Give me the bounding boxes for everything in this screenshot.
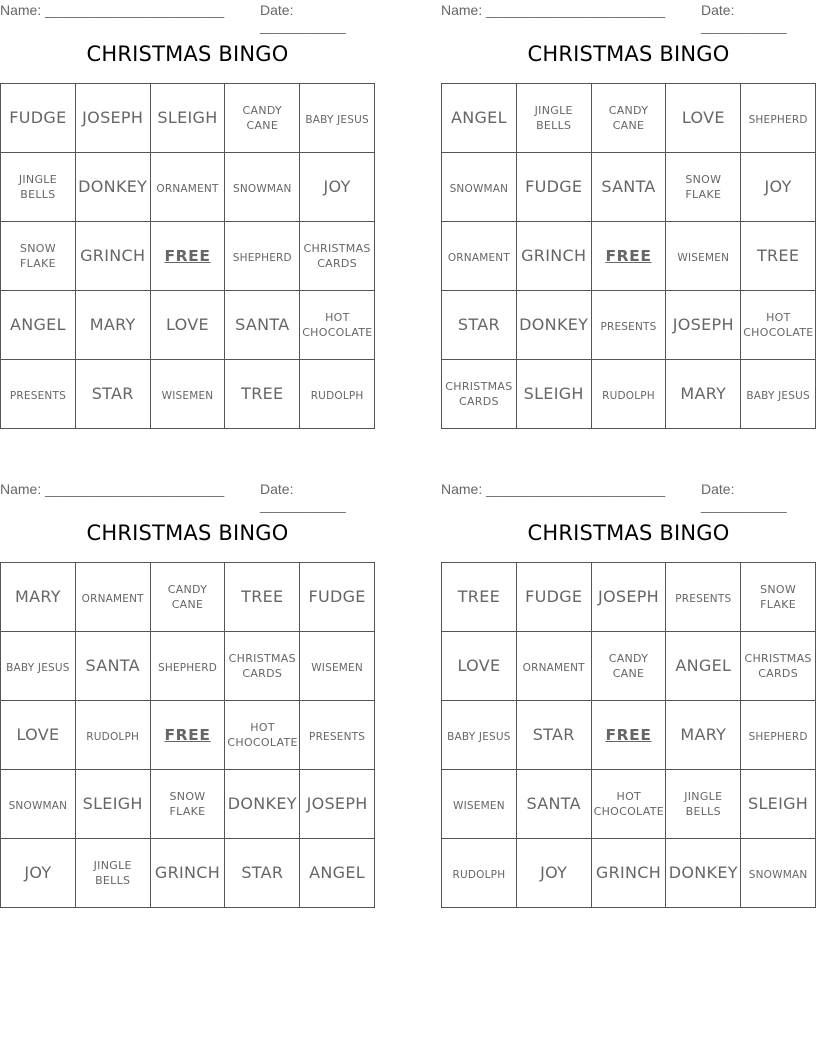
bingo-cell-text: JINGLE BELLS [534, 104, 573, 132]
bingo-row [442, 563, 816, 632]
bingo-cell [442, 701, 517, 770]
bingo-cell [741, 291, 816, 360]
bingo-grid [441, 83, 816, 429]
bingo-row [442, 222, 816, 291]
bingo-cell [150, 153, 225, 222]
bingo-cell [1, 701, 76, 770]
bingo-cell-text: STAR [457, 315, 500, 335]
bingo-cell-text: JOSEPH [597, 587, 660, 607]
bingo-row [1, 84, 375, 153]
bingo-grid [0, 83, 375, 429]
bingo-grid [0, 562, 375, 908]
bingo-cell [225, 701, 300, 770]
bingo-cell [516, 839, 591, 908]
bingo-cell [666, 839, 741, 908]
bingo-cell [225, 291, 300, 360]
bingo-cell-text: TREE [457, 587, 501, 607]
bingo-cell-text: SNOWMAN [8, 800, 68, 813]
bingo-cell-text: ANGEL [675, 656, 732, 676]
bingo-cell [666, 632, 741, 701]
bingo-row [442, 701, 816, 770]
bingo-cell-text: FREE [164, 246, 211, 265]
bingo-cell [75, 291, 150, 360]
bingo-cell [516, 563, 591, 632]
bingo-cell [666, 153, 741, 222]
card-title: CHRISTMAS BINGO [527, 521, 730, 545]
bingo-cell-text: FUDGE [9, 108, 67, 128]
bingo-cell-text: GRINCH [154, 863, 221, 883]
bingo-cell-text: FUDGE [308, 587, 366, 607]
name-date-line [0, 479, 375, 513]
bingo-cell [442, 84, 517, 153]
bingo-cell [741, 222, 816, 291]
bingo-cell [75, 153, 150, 222]
bingo-cell [516, 632, 591, 701]
bingo-cell [442, 153, 517, 222]
bingo-cell-text: ANGEL [9, 315, 66, 335]
card-title: CHRISTMAS BINGO [86, 521, 289, 545]
bingo-cell-text: JINGLE BELLS [93, 859, 132, 887]
name-date-line [441, 0, 816, 34]
bingo-cell [666, 770, 741, 839]
bingo-cell [516, 770, 591, 839]
bingo-cell [225, 222, 300, 291]
bingo-cell [75, 770, 150, 839]
bingo-row [1, 770, 375, 839]
bingo-cell [1, 360, 76, 429]
bingo-cell [516, 291, 591, 360]
bingo-cell-text: MARY [14, 587, 61, 607]
bingo-cell [1, 632, 76, 701]
free-space-cell [591, 701, 666, 770]
bingo-cell [75, 563, 150, 632]
bingo-cell [300, 222, 375, 291]
bingo-cell-text: RUDOLPH [310, 390, 364, 403]
bingo-cell-text: GRINCH [521, 246, 587, 266]
bingo-cell [741, 360, 816, 429]
bingo-cell-text: LOVE [457, 656, 501, 676]
bingo-cell-text: SANTA [235, 315, 290, 335]
bingo-cell-text: BABY JESUS [746, 390, 810, 403]
bingo-cell-text: LOVE [16, 725, 60, 745]
bingo-cell [442, 770, 517, 839]
bingo-cell [666, 701, 741, 770]
bingo-cell-text: WISEMEN [161, 390, 214, 403]
bingo-cell-text: LOVE [166, 315, 209, 335]
bingo-cell-text: SNOW FLAKE [19, 242, 56, 270]
bingo-cell [741, 632, 816, 701]
bingo-cell-text: HOT CHOCOLATE [302, 311, 373, 339]
bingo-cell-text: CHRISTMAS CARDS [303, 242, 371, 270]
bingo-cell [516, 222, 591, 291]
bingo-cell [591, 632, 666, 701]
bingo-cell [150, 563, 225, 632]
bingo-cell-text: SNOWMAN [232, 183, 292, 196]
bingo-cell [741, 84, 816, 153]
bingo-cell-text: DONKEY [668, 863, 738, 883]
bingo-cell [150, 770, 225, 839]
date-field-label: Date: ___________ [260, 2, 346, 34]
free-space-cell [150, 701, 225, 770]
bingo-cell-text: DONKEY [227, 794, 297, 814]
free-space-cell [150, 222, 225, 291]
bingo-cell-text: SANTA [85, 656, 140, 676]
bingo-cell [591, 360, 666, 429]
bingo-grid [441, 562, 816, 908]
bingo-cell [300, 701, 375, 770]
bingo-cell [666, 291, 741, 360]
bingo-cell-text: STAR [241, 863, 284, 883]
bingo-cell-text: SHEPHERD [232, 252, 292, 265]
name-field-label: Name: _______________________ [441, 2, 666, 18]
bingo-row [1, 153, 375, 222]
date-field-label: Date: ___________ [701, 481, 787, 513]
bingo-cell-text: CANDY CANE [608, 104, 649, 132]
bingo-cell [150, 84, 225, 153]
bingo-cell-text: SHEPHERD [748, 731, 808, 744]
bingo-cell [1, 153, 76, 222]
bingo-cell-text: ORNAMENT [522, 662, 585, 675]
bingo-cell [300, 153, 375, 222]
bingo-cell [741, 770, 816, 839]
bingo-cell-text: DONKEY [78, 177, 148, 197]
bingo-cell [1, 770, 76, 839]
bingo-cell-text: MARY [89, 315, 136, 335]
bingo-cell-text: FREE [164, 725, 211, 744]
bingo-cell [75, 632, 150, 701]
bingo-cell [442, 632, 517, 701]
bingo-cell [1, 84, 76, 153]
name-field-label: Name: _______________________ [441, 481, 666, 497]
bingo-cell-text: BABY JESUS [6, 662, 70, 675]
bingo-row [442, 770, 816, 839]
bingo-cell [442, 839, 517, 908]
name-field-label: Name: _______________________ [0, 481, 225, 497]
bingo-cell [1, 839, 76, 908]
bingo-cell [442, 291, 517, 360]
bingo-row [1, 632, 375, 701]
bingo-cell-text: HOT CHOCOLATE [227, 721, 298, 749]
bingo-cell [75, 222, 150, 291]
bingo-cell-text: JOY [24, 863, 52, 883]
bingo-cell-text: CHRISTMAS CARDS [744, 652, 812, 680]
bingo-cell-text: ORNAMENT [81, 593, 144, 606]
bingo-cell [666, 563, 741, 632]
bingo-cell [225, 632, 300, 701]
bingo-cell-text: PRESENTS [600, 321, 657, 334]
bingo-cell [591, 84, 666, 153]
bingo-cell [516, 360, 591, 429]
bingo-cell-text: HOT CHOCOLATE [593, 790, 664, 818]
bingo-cell [741, 839, 816, 908]
bingo-cell [442, 360, 517, 429]
bingo-cell-text: SNOW FLAKE [685, 173, 722, 201]
date-field-label: Date: ___________ [260, 481, 346, 513]
bingo-row [442, 291, 816, 360]
date-field-label: Date: ___________ [701, 2, 787, 34]
bingo-cell-text: WISEMEN [311, 662, 363, 675]
bingo-cell-text: GRINCH [595, 863, 662, 883]
bingo-cell-text: MARY [680, 384, 727, 404]
name-field-label: Name: _______________________ [0, 2, 225, 18]
bingo-cell-text: WISEMEN [453, 800, 505, 813]
bingo-cell [741, 153, 816, 222]
bingo-cell-text: SHEPHERD [157, 662, 218, 675]
bingo-cell-text: RUDOLPH [86, 731, 140, 744]
bingo-row [442, 360, 816, 429]
bingo-cell [516, 701, 591, 770]
bingo-cell [300, 291, 375, 360]
bingo-cell-text: FUDGE [525, 587, 583, 607]
bingo-cell [1, 222, 76, 291]
bingo-row [442, 84, 816, 153]
bingo-cell-text: SLEIGH [82, 794, 143, 814]
bingo-row [1, 563, 375, 632]
bingo-cell [516, 153, 591, 222]
bingo-cell [516, 84, 591, 153]
bingo-cell-text: WISEMEN [677, 252, 730, 265]
bingo-cell-text: FREE [605, 725, 652, 744]
bingo-row [442, 153, 816, 222]
bingo-cell [225, 770, 300, 839]
card-title: CHRISTMAS BINGO [527, 42, 730, 66]
bingo-cell-text: CANDY CANE [167, 583, 208, 611]
name-date-line [441, 479, 816, 513]
bingo-cell-text: JOY [764, 177, 792, 197]
bingo-cell-text: PRESENTS [9, 390, 66, 403]
bingo-cell-text: SANTA [601, 177, 656, 197]
bingo-cell [591, 563, 666, 632]
bingo-cell-text: FREE [605, 246, 652, 265]
bingo-cell [300, 839, 375, 908]
bingo-cell-text: CHRISTMAS CARDS [445, 380, 513, 408]
bingo-cell [300, 632, 375, 701]
bingo-row [442, 839, 816, 908]
bingo-cell-text: TREE [241, 587, 284, 607]
bingo-cell-text: ANGEL [450, 108, 507, 128]
bingo-cell [225, 563, 300, 632]
bingo-cell-text: STAR [532, 725, 575, 745]
bingo-cell-text: FUDGE [525, 177, 583, 197]
bingo-cell-text: CANDY CANE [608, 652, 649, 680]
bingo-cell-text: JOY [323, 177, 351, 197]
bingo-cell-text: SNOWMAN [748, 869, 808, 882]
card-title: CHRISTMAS BINGO [86, 42, 289, 66]
bingo-cell [591, 839, 666, 908]
bingo-cell-text: JOSEPH [82, 108, 144, 128]
bingo-cell [150, 839, 225, 908]
bingo-cell-text: BABY JESUS [447, 731, 511, 744]
bingo-cell-text: TREE [756, 246, 800, 266]
bingo-cell [741, 563, 816, 632]
bingo-cell [300, 770, 375, 839]
bingo-cell [442, 563, 517, 632]
bingo-cell-text: RUDOLPH [602, 390, 655, 403]
bingo-row [1, 701, 375, 770]
bingo-cell [225, 360, 300, 429]
bingo-cell-text: SNOW FLAKE [760, 583, 797, 611]
bingo-cell [300, 360, 375, 429]
bingo-cell [150, 291, 225, 360]
bingo-cell [666, 360, 741, 429]
bingo-cell-text: ANGEL [309, 863, 366, 883]
bingo-cell [75, 84, 150, 153]
bingo-cell-text: JOSEPH [672, 315, 734, 335]
bingo-cell-text: PRESENTS [675, 593, 732, 606]
bingo-cell [75, 839, 150, 908]
bingo-cell [591, 291, 666, 360]
bingo-cell-text: PRESENTS [309, 731, 366, 744]
bingo-cell [225, 84, 300, 153]
bingo-cell-text: JINGLE BELLS [684, 790, 723, 818]
bingo-cell [150, 360, 225, 429]
bingo-cell-text: SANTA [526, 794, 581, 814]
bingo-cell [150, 632, 225, 701]
bingo-cell [75, 701, 150, 770]
bingo-cell-text: SHEPHERD [748, 114, 808, 127]
bingo-cell [1, 563, 76, 632]
bingo-cell [591, 770, 666, 839]
bingo-cell-text: SLEIGH [157, 108, 218, 128]
bingo-row [1, 360, 375, 429]
bingo-cell [300, 84, 375, 153]
bingo-cell [225, 839, 300, 908]
bingo-cell-text: JOY [540, 863, 568, 883]
bingo-cell-text: CHRISTMAS CARDS [228, 652, 296, 680]
bingo-cell-text: RUDOLPH [452, 869, 506, 882]
bingo-cell [741, 701, 816, 770]
bingo-cell-text: MARY [680, 725, 727, 745]
bingo-cell-text: ORNAMENT [447, 252, 510, 265]
bingo-cell-text: CANDY CANE [242, 104, 283, 132]
bingo-cell-text: HOT CHOCOLATE [743, 311, 814, 339]
bingo-row [442, 632, 816, 701]
bingo-cell-text: ORNAMENT [156, 183, 219, 196]
bingo-cell-text: SLEIGH [523, 384, 584, 404]
bingo-cell [1, 291, 76, 360]
bingo-row [1, 839, 375, 908]
bingo-cell-text: STAR [91, 384, 134, 404]
bingo-cell [591, 153, 666, 222]
bingo-cell-text: LOVE [681, 108, 725, 128]
bingo-cell-text: SNOWMAN [449, 183, 509, 196]
bingo-cell-text: JINGLE BELLS [18, 173, 57, 201]
bingo-row [1, 291, 375, 360]
bingo-cell [442, 222, 517, 291]
bingo-cell [225, 153, 300, 222]
bingo-cell-text: GRINCH [80, 246, 146, 266]
name-date-line [0, 0, 375, 34]
bingo-cell [300, 563, 375, 632]
free-space-cell [591, 222, 666, 291]
bingo-cell-text: SLEIGH [748, 794, 809, 814]
bingo-cell-text: JOSEPH [306, 794, 368, 814]
bingo-row [1, 222, 375, 291]
bingo-cell [666, 84, 741, 153]
bingo-cell-text: SNOW FLAKE [169, 790, 206, 818]
bingo-cell-text: DONKEY [519, 315, 589, 335]
bingo-cell [666, 222, 741, 291]
bingo-cell-text: TREE [241, 384, 284, 404]
bingo-cell [75, 360, 150, 429]
bingo-cell-text: BABY JESUS [305, 114, 369, 127]
